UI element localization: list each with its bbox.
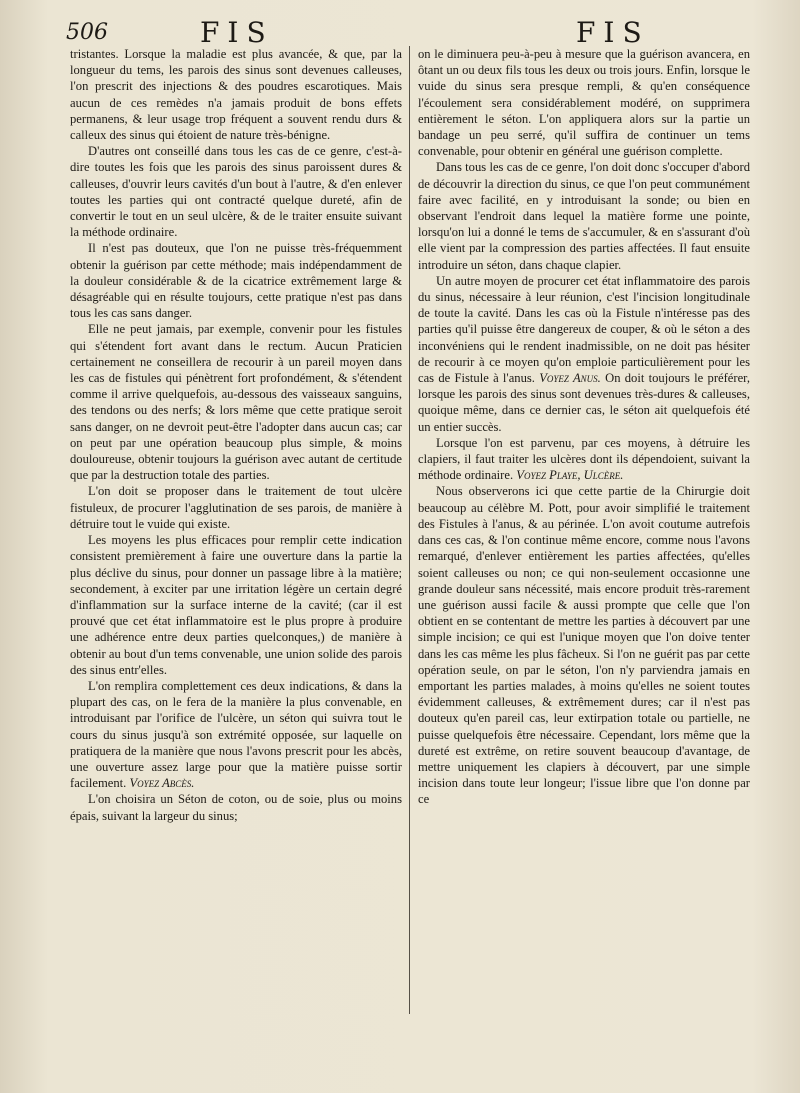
paragraph: L'on choisira un Séton de coton, ou de soie, plus ou moins épais, suivant la largeur du sinus;	[70, 792, 402, 823]
column-divider	[409, 46, 410, 1014]
left-column	[70, 46, 402, 824]
paragraph-text: L'on remplira complettement ces deux indications, & dans la plupart des cas, on le fera de la manière la plus convenable, en introduisant par l'orifice de l'ulcère, un séton qui suivra tout le cours du sinus jusqu'à son extrémité opposée, sur laquelle on pratiquera de la manière que nous l'avons prescrit pour les abcès, une ouverture assez large pour que la matière puisse sortir facilement.	[70, 678, 402, 791]
paragraph: D'autres ont conseillé dans tous les cas de ce genre, c'est-à-dire toutes les fois que les parois des sinus paroissent dures & calleuses, d'ouvrir leurs cavités d'un bout à l'autre, & d'en enlever toutes les parties qui ont contracté quelque dureté, afin de convertir le tout en un seul ulcère, & de le traiter ensuite suivant la méthode ordinaire.	[70, 144, 402, 240]
paragraph-text: Un autre moyen de procurer cet état inflammatoire des parois du sinus, nécessaire à leur réunion, c'est l'incision longitudinale de toute la cavité. Dans les cas où la Fistule n'intéresse pas des parties qu'il puisse être dangereux de couper, & où le séton a des inconvéniens qui le rendent inadmissible, on ne doit pas hésiter de recourir à ce moyen qu'on emploie particulièrement pour les cas de Fistule à l'anus.	[418, 273, 750, 386]
running-head-right: FIS	[576, 16, 650, 49]
cross-reference: Voyez Anus.	[539, 371, 601, 386]
page-header	[66, 14, 756, 48]
paragraph: L'on doit se proposer dans le traitement de tout ulcère fistuleux, de procurer l'agglutination de ses parois, de manière à détruire tout le vuide qui existe.	[70, 484, 402, 531]
cross-reference: Voyez Playe, Ulcère.	[516, 468, 624, 483]
paragraph: tristantes. Lorsque la maladie est plus avancée, & que, par la longueur du tems, les parois des sinus sont devenues calleuses, l'on prescrit des injections & des poudres escarotiques. Mais aucun de ces remèdes n'a jamais produit de bons effets permanens, & leur usage trop fréquent a souvent rendu durs & calleux des sinus qui étoient de nature très-bénigne.	[70, 47, 402, 143]
paragraph: on le diminuera peu-à-peu à mesure que la guérison avancera, en ôtant un ou deux fils tous les deux ou trois jours. Enfin, lorsque le vuide du sinus sera presque rempli, & qu'en conséquence l'écoulement sera considérablement modéré, on supprimera entièrement le séton. L'on appliquera alors sur la partie un bandage un peu serré, qu'il suffira de continuer un tems convenable, pour obtenir en général une guérison complette.	[418, 47, 750, 159]
running-head-left: FIS	[200, 16, 274, 49]
page-number: 506	[66, 20, 108, 45]
paragraph	[418, 273, 750, 435]
cross-reference: Voyez Abcès.	[129, 776, 195, 791]
paragraph: Les moyens les plus efficaces pour remplir cette indication consistent premièrement à faire une ouverture dans la partie la plus déclive du sinus, pour donner un passage libre à la matière; secondement, à exciter par une irritation légère un certain degré d'inflammation sur la surface interne de la cavité; (car il est prouvé que cet état inflammatoire est le plus propre à produire une adhérence entre deux parties quelconques,) de manière à obtenir au bout d'un tems convenable, une union solide des parois des sinus entr'elles.	[70, 533, 402, 677]
paragraph: Elle ne peut jamais, par exemple, convenir pour les fistules qui s'étendent fort avant dans le rectum. Aucun Praticien certainement ne conseillera de recourir à un pareil moyen dans les cas de fistules qui pénètrent fort profondément, & s'étendent comme il arrive quelquefois, au-dessous des vaisseaux sanguins, des tendons ou des nerfs; & lors même que cette pratique seroit sans danger, on ne devroit peut-être l'adopter dans aucun cas; car on peut par une opération beaucoup plus simple, & moins douloureuse, obtenir toujours la guérison avec autant de certitude que par la destruction totale des parties.	[70, 322, 402, 483]
paragraph-text: Lorsque l'on est parvenu, par ces moyens, à détruire les clapiers, il faut traiter les ulcères dont ils dépendoient, suivant la méthode ordinaire.	[418, 435, 750, 483]
paragraph	[418, 435, 750, 484]
paragraph: Il n'est pas douteux, que l'on ne puisse très-fréquemment obtenir la guérison par cette méthode; mais indépendamment de la douleur considérable & de la cicatrice extrêmement large & désagréable qui en résulte toujours, cette pratique n'est pas dans tous les cas sans danger.	[70, 241, 402, 321]
paragraph: Nous observerons ici que cette partie de la Chirurgie doit beaucoup au célèbre M. Pott, pour avoir simplifié le traitement des Fistules à l'anus, & au périnée. L'on avoit coutume autrefois dans ces cas, & l'on continue même encore, comme nous l'avons remarqué, d'enlever entièrement les parties affectées, qu'elles soient calleuses ou non; ce qui non-seulement occasionne une grande douleur sans nécessité, mais encore produit très-rarement une guérison aussi facile & aussi prompte que celle que l'on obtient en se contentant de mettre les parties à découvert par une simple incision; ce qui est l'unique moyen que l'on doive tenter dans les cas même les plus fâcheux. Si l'on ne guérit pas par cette opération seule, on par le séton, l'on n'y parviendra jamais en emportant les parties malades, à moins qu'elles ne soient toutes évidemment calleuses, & extrêmement dures; car il n'est pas douteux qu'en pareil cas, leur extirpation totale ou partielle, ne puisse quelquefois être nécessaire. Cependant, lors même que la dureté est extrême, on retire souvent beaucoup d'avantage, de mettre uniquement les clapiers à découvert, par une simple incision dans toute leur longeur; l'issue libre que l'on donne par ce	[418, 484, 750, 807]
paragraph-text: On doit toujours le préférer, lorsque les parois des sinus sont devenues très-dures & calleuses, quoique même, dans ce dernier cas, le séton ait quelquefois été un entier succès.	[418, 371, 751, 434]
paragraph	[70, 678, 402, 791]
right-column	[418, 46, 750, 808]
paragraph: Dans tous les cas de ce genre, l'on doit donc s'occuper d'abord de découvrir la direction du sinus, ce que l'on peut communément faire avec facilité, en y introduisant la sonde; ou bien en observant l'endroit dans lequel la matière forme une pointe, lorsqu'on lui a donné le tems de s'accumuler, & en s'assurant d'où elle vient par la compression des parties affectées. Il faut ensuite introduire un séton, dans chaque clapier.	[418, 160, 750, 272]
